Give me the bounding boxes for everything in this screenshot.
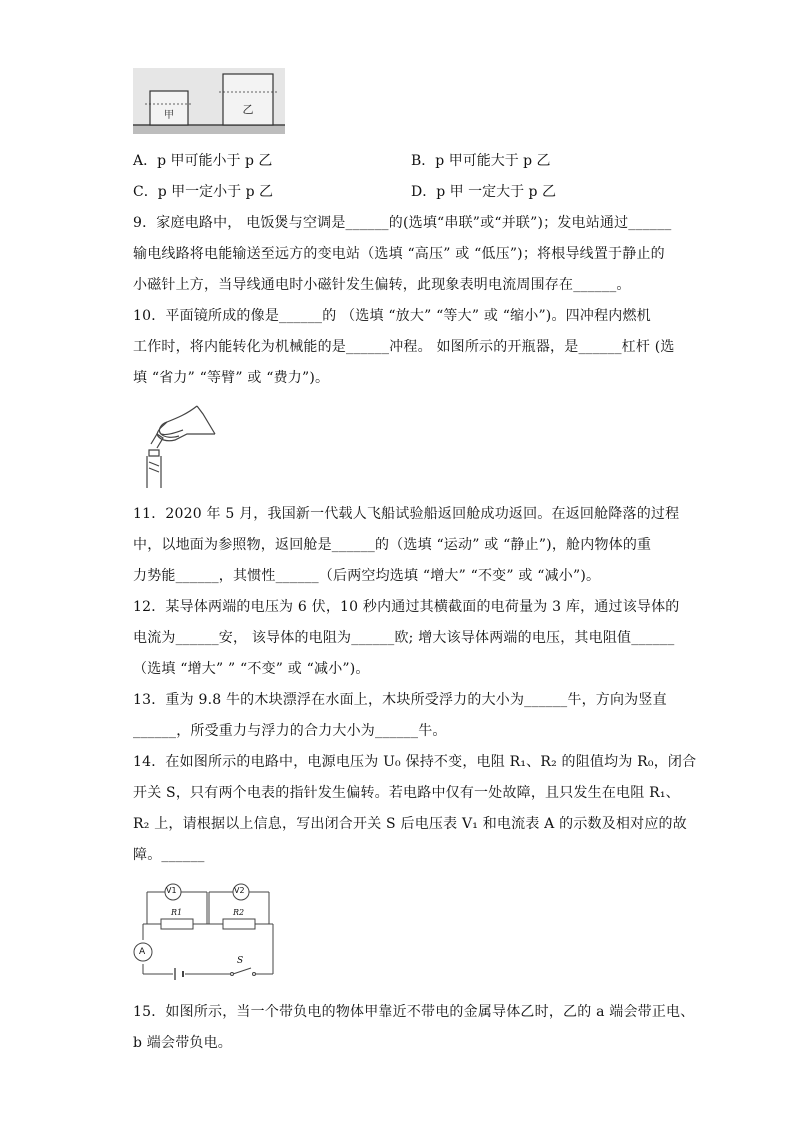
q11-line: 中，以地面为参照物，返回舱是______的（选填 “运动” 或 “静止”)，舱内物体的重	[133, 537, 652, 553]
option-a: A．p 甲可能小于 p 乙	[133, 153, 273, 169]
resistor-r1-label: R1	[171, 908, 183, 917]
option-b: B．p 甲可能大于 p 乙	[411, 153, 551, 169]
voltmeter-v2-label: V2	[234, 886, 245, 895]
q13-line: ______，所受重力与浮力的合力大小为______牛。	[133, 723, 447, 739]
block-yi-label: 乙	[242, 103, 254, 116]
q14-line: 14．在如图所示的电路中，电源电压为 U₀ 保持不变，电阻 R₁、R₂ 的阻值均为 R₀，闭合	[133, 754, 697, 770]
q12-line: （选填 “增大” ” “不变” 或 “减小”)。	[133, 661, 370, 677]
figure-bottle-opener	[137, 404, 219, 490]
block-jia-label: 甲	[164, 110, 174, 121]
q9-line: 输电线路将电能输送至远方的变电站（选填 “高压” 或 “低压”)；将根导线置于静止的	[133, 246, 665, 262]
q11-line: 11．2020 年 5 月，我国新一代载人飞船试验船返回舱成功返回。在返回舱降落的过程	[133, 506, 680, 522]
q15-line: 15．如图所示，当一个带负电的物体甲靠近不带电的金属导体乙时，乙的 a 端会带正电、	[133, 1004, 695, 1020]
q9-line: 9．家庭电路中， 电饭煲与空调是______的(选填“串联”或“并联”)；发电站通过______	[133, 215, 672, 231]
q14-line: 障。______	[133, 847, 205, 863]
figure-circuit	[133, 878, 283, 984]
option-c: C．p 甲一定小于 p 乙	[133, 184, 273, 200]
q10-line: 10．平面镜所成的像是______的 （选填 “放大” “等大” 或 “缩小”)。四冲程内燃机	[133, 308, 651, 324]
q10-line: 填 “省力” “等臂” 或 “费力”)。	[133, 370, 330, 386]
q14-line: 开关 S，只有两个电表的指针发生偏转。若电路中仅有一处故障，且只发生在电阻 R₁、	[133, 785, 680, 801]
option-d: D．p 甲 一定大于 p 乙	[411, 184, 556, 200]
q15-line: b 端会带负电。	[133, 1035, 233, 1051]
q11-line: 力势能______，其惯性______（后两空均选填 “增大” “不变” 或 “减小”)。	[133, 568, 601, 584]
ammeter-label: A	[139, 947, 146, 957]
q14-line: R₂ 上，请根据以上信息，写出闭合开关 S 后电压表 V₁ 和电流表 A 的示数及相对应的故	[133, 816, 687, 832]
q10-line: 工作时，将内能转化为机械能的是______冲程。 如图所示的开瓶器，是______杠杆 (选	[133, 339, 675, 355]
resistor-r2-label: R2	[233, 908, 245, 917]
q12-line: 电流为______安， 该导体的电阻为______欧; 增大该导体两端的电压，其电阻值______	[133, 630, 675, 646]
voltmeter-v1-label: V1	[166, 886, 177, 895]
q13-line: 13．重为 9.8 牛的木块漂浮在水面上，木块所受浮力的大小为______牛，方向为竖直	[133, 692, 667, 708]
q9-line: 小磁针上方，当导线通电时小磁针发生偏转，此现象表明电流周围存在______。	[133, 277, 631, 293]
q12-line: 12．某导体两端的电压为 6 伏，10 秒内通过其横截面的电荷量为 3 库，通过该导体的	[133, 599, 680, 615]
switch-label: S	[237, 956, 244, 966]
figure-blocks	[133, 68, 285, 134]
